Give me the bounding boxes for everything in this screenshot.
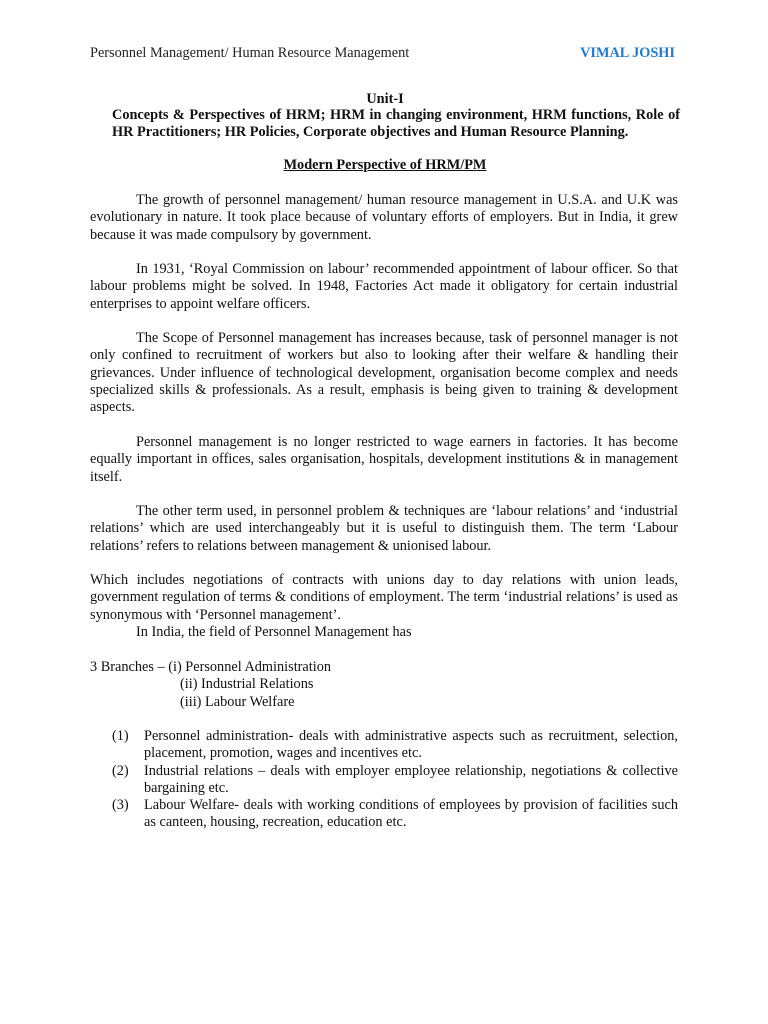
list-item-text: Labour Welfare- deals with working conditions of employees by provision of facilities such as canteen, housing, recreation, education etc. <box>144 797 678 831</box>
branches-list <box>90 659 680 711</box>
list-item-text: Industrial relations – deals with employer employee relationship, negotiations & collective bargaining etc. <box>144 762 678 796</box>
list-number: (2) <box>112 762 129 779</box>
paragraph: Personnel management is no longer restricted to wage earners in factories. It has become equally important in offices, sales organisation, hospitals, development institutions & in management itself. <box>90 434 678 485</box>
list-item <box>90 797 680 832</box>
branch-item: (ii) Industrial Relations <box>180 676 314 693</box>
paragraph: The other term used, in personnel problem & techniques are ‘labour relations’ and ‘industrial relations’ which are used interchangeably but it is useful to distinguish them. The term ‘Labour relations’ refers to relations between management & unionised labour. <box>90 503 678 554</box>
header-course-title: Personnel Management/ Human Resource Management <box>90 45 410 61</box>
branch-item: (iii) Labour Welfare <box>180 693 295 710</box>
paragraph: In 1931, ‘Royal Commission on labour’ recommended appointment of labour officer. So that labour problems might be solved. In 1948, Factories Act made it obligatory for certain industrial enterprises to appoint welfare officers. <box>90 261 678 312</box>
header-author: VIMAL JOSHI <box>580 45 675 61</box>
numbered-list <box>90 728 680 832</box>
unit-title: Unit-I <box>366 91 404 107</box>
paragraph: Which includes negotiations of contracts with unions day to day relations with union leads, government regulation of terms & conditions of employment. The term ‘industrial relations’ is used as synonymous with ‘Personnel management’. <box>90 572 678 623</box>
list-number: (1) <box>112 728 129 744</box>
list-item <box>90 763 680 798</box>
list-item <box>90 728 680 763</box>
list-number: (3) <box>112 797 129 814</box>
unit-topics: Concepts & Perspectives of HRM; HRM in changing environment, HRM functions, Role of HR Practitioners; HR Policies, Corporate objectives and Human Resource Planning. <box>112 107 680 141</box>
paragraph: The Scope of Personnel management has increases because, task of personnel manager is not only confined to recruitment of workers but also to looking after their welfare & handling their grievances. Under influence of technological development, organisation become complex and needs specialized skills & professionals. As a result, emphasis is being given to training & development aspects. <box>90 330 678 416</box>
list-item-text: Personnel administration- deals with administrative aspects such as recruitment, selection, placement, promotion, wages and incentives etc. <box>144 728 678 762</box>
page-header <box>90 45 680 63</box>
paragraph: In India, the field of Personnel Management has <box>136 624 412 640</box>
branches-intro: 3 Branches – (i) Personnel Administration <box>90 659 332 675</box>
paragraph: The growth of personnel management/ human resource management in U.S.A. and U.K was evolutionary in nature. It took place because of voluntary efforts of employers. But in India, it grew because it was made compulsory by government. <box>90 192 678 243</box>
section-title: Modern Perspective of HRM/PM <box>283 157 487 173</box>
